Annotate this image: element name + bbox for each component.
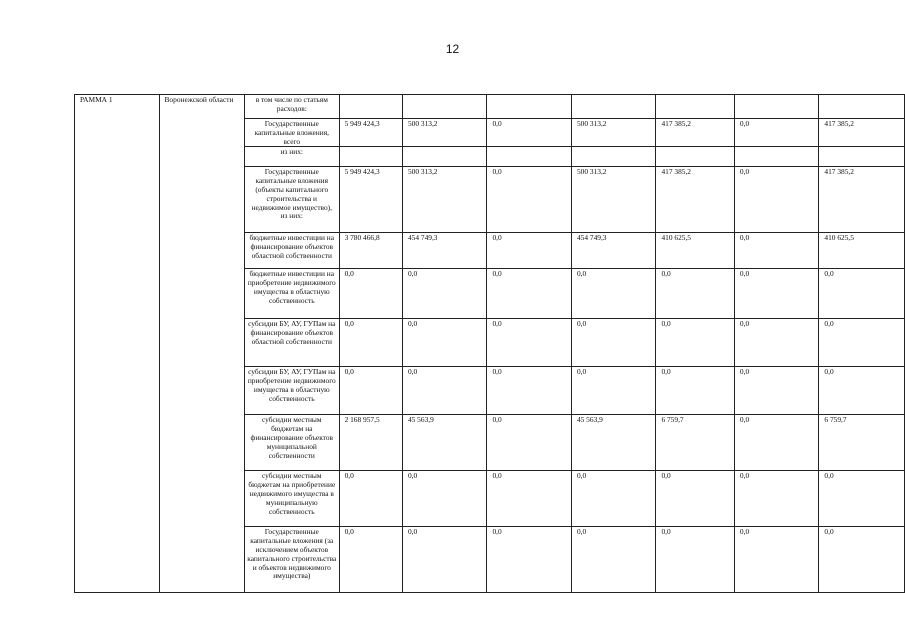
- row-label-text: субсидии БУ, АУ, ГУПам на финансирование объектов областной собственности: [248, 319, 336, 346]
- page-number: 12: [445, 42, 460, 56]
- value-cell: 0,0: [571, 367, 656, 415]
- row-label: [245, 471, 340, 527]
- row-label-text: бюджетные инвестиции на приобретение недвижимого имущества в областную собственность: [247, 269, 336, 305]
- value-cell: 0,0: [571, 319, 656, 367]
- value-cell: 0,0: [339, 527, 402, 593]
- value-cell: 0,0: [656, 367, 734, 415]
- value-cell: 0,0: [487, 319, 572, 367]
- value-cell: 410 625,5: [656, 233, 734, 269]
- value-cell: [487, 147, 572, 167]
- row-label-text: субсидии БУ, АУ, ГУПам на приобретение недвижимого имущества в областную собственность: [247, 367, 336, 403]
- value-cell: 0,0: [402, 319, 487, 367]
- value-cell: 417 385,2: [656, 119, 734, 147]
- value-cell: 2 168 957,5: [339, 415, 402, 471]
- value-cell: 0,0: [734, 319, 819, 367]
- value-cell: 3 780 466,8: [339, 233, 402, 269]
- value-cell: 0,0: [339, 269, 402, 319]
- row-label-sub: из них:: [280, 211, 303, 221]
- value-cell: 0,0: [734, 233, 819, 269]
- row-label: [245, 167, 340, 233]
- value-cell: 0,0: [339, 319, 402, 367]
- value-cell: 0,0: [734, 269, 819, 319]
- value-cell: [656, 95, 734, 119]
- value-cell: [734, 147, 819, 167]
- value-cell: 0,0: [819, 367, 905, 415]
- value-cell: 0,0: [734, 527, 819, 593]
- value-cell: 417 385,2: [819, 119, 905, 147]
- value-cell: 0,0: [402, 269, 487, 319]
- value-cell: 0,0: [819, 319, 905, 367]
- value-cell: 6 759,7: [819, 415, 905, 471]
- value-cell: 0,0: [734, 167, 819, 233]
- value-cell: 0,0: [339, 471, 402, 527]
- value-cell: 0,0: [487, 167, 572, 233]
- row-label: [245, 415, 340, 471]
- value-cell: 0,0: [734, 471, 819, 527]
- row-label-text: из них:: [280, 147, 303, 157]
- value-cell: 0,0: [656, 527, 734, 593]
- value-cell: 0,0: [402, 471, 487, 527]
- row-label: [245, 319, 340, 367]
- value-cell: 0,0: [487, 415, 572, 471]
- row-label-text: Государственные капитальные вложения (объекты капитального строительства и недвижимое имущество),: [251, 167, 332, 212]
- value-cell: 0,0: [819, 471, 905, 527]
- value-cell: 500 313,2: [571, 167, 656, 233]
- value-cell: 0,0: [487, 527, 572, 593]
- value-cell: 0,0: [656, 471, 734, 527]
- row-label: [245, 269, 340, 319]
- value-cell: [402, 95, 487, 119]
- table-row-head: [75, 95, 905, 119]
- value-cell: 0,0: [402, 527, 487, 593]
- row-label-text: бюджетные инвестиции на финансирование объектов областной собственности: [249, 233, 335, 260]
- value-cell: 0,0: [487, 119, 572, 147]
- value-cell: 0,0: [734, 119, 819, 147]
- value-cell: 0,0: [819, 527, 905, 593]
- value-cell: 410 625,5: [819, 233, 905, 269]
- row-label: в том числе по статьям расходов:: [245, 95, 340, 119]
- value-cell: [339, 95, 402, 119]
- value-cell: [734, 95, 819, 119]
- budget-table-body: [75, 95, 905, 593]
- value-cell: 5 949 424,3: [339, 167, 402, 233]
- value-cell: [819, 147, 905, 167]
- value-cell: [571, 147, 656, 167]
- row-label: [245, 527, 340, 593]
- value-cell: 0,0: [571, 471, 656, 527]
- value-cell: 0,0: [339, 367, 402, 415]
- value-cell: 454 749,3: [402, 233, 487, 269]
- value-cell: 0,0: [656, 269, 734, 319]
- value-cell: 454 749,3: [571, 233, 656, 269]
- value-cell: 0,0: [734, 415, 819, 471]
- value-cell: 45 563,9: [571, 415, 656, 471]
- row-label-text: субсидии местным бюджетам на финансирование объектов муниципальной собственности: [250, 415, 334, 460]
- value-cell: 0,0: [571, 527, 656, 593]
- value-cell: [487, 95, 572, 119]
- value-cell: 500 313,2: [402, 119, 487, 147]
- value-cell: [571, 95, 656, 119]
- value-cell: 500 313,2: [571, 119, 656, 147]
- value-cell: [402, 147, 487, 167]
- row-label: [245, 367, 340, 415]
- value-cell: 0,0: [487, 233, 572, 269]
- value-cell: 417 385,2: [819, 167, 905, 233]
- value-cell: [339, 147, 402, 167]
- budget-table: [74, 94, 905, 593]
- row-label: [245, 233, 340, 269]
- row-label-text: субсидии местным бюджетам на приобретение недвижимого имущества в муниципальную собственность: [248, 471, 336, 516]
- region-cell: Воронежской области: [159, 95, 245, 593]
- value-cell: 0,0: [819, 269, 905, 319]
- value-cell: 5 949 424,3: [339, 119, 402, 147]
- row-label: [245, 119, 340, 147]
- row-label-text: Государственные капитальные вложения, всего: [254, 119, 329, 146]
- value-cell: [656, 147, 734, 167]
- value-cell: 0,0: [402, 367, 487, 415]
- value-cell: 45 563,9: [402, 415, 487, 471]
- value-cell: 0,0: [656, 319, 734, 367]
- value-cell: 0,0: [734, 367, 819, 415]
- value-cell: [819, 95, 905, 119]
- value-cell: 500 313,2: [402, 167, 487, 233]
- value-cell: 0,0: [571, 269, 656, 319]
- value-cell: 0,0: [487, 269, 572, 319]
- row-label-text: Государственные капитальные вложения (за исключением объектов капитального строительства и объектов недвижимого имущества): [247, 527, 337, 581]
- program-cell: РАММА 1: [75, 95, 160, 593]
- value-cell: 6 759,7: [656, 415, 734, 471]
- value-cell: 417 385,2: [656, 167, 734, 233]
- value-cell: 0,0: [487, 367, 572, 415]
- value-cell: 0,0: [487, 471, 572, 527]
- row-label: [245, 147, 340, 167]
